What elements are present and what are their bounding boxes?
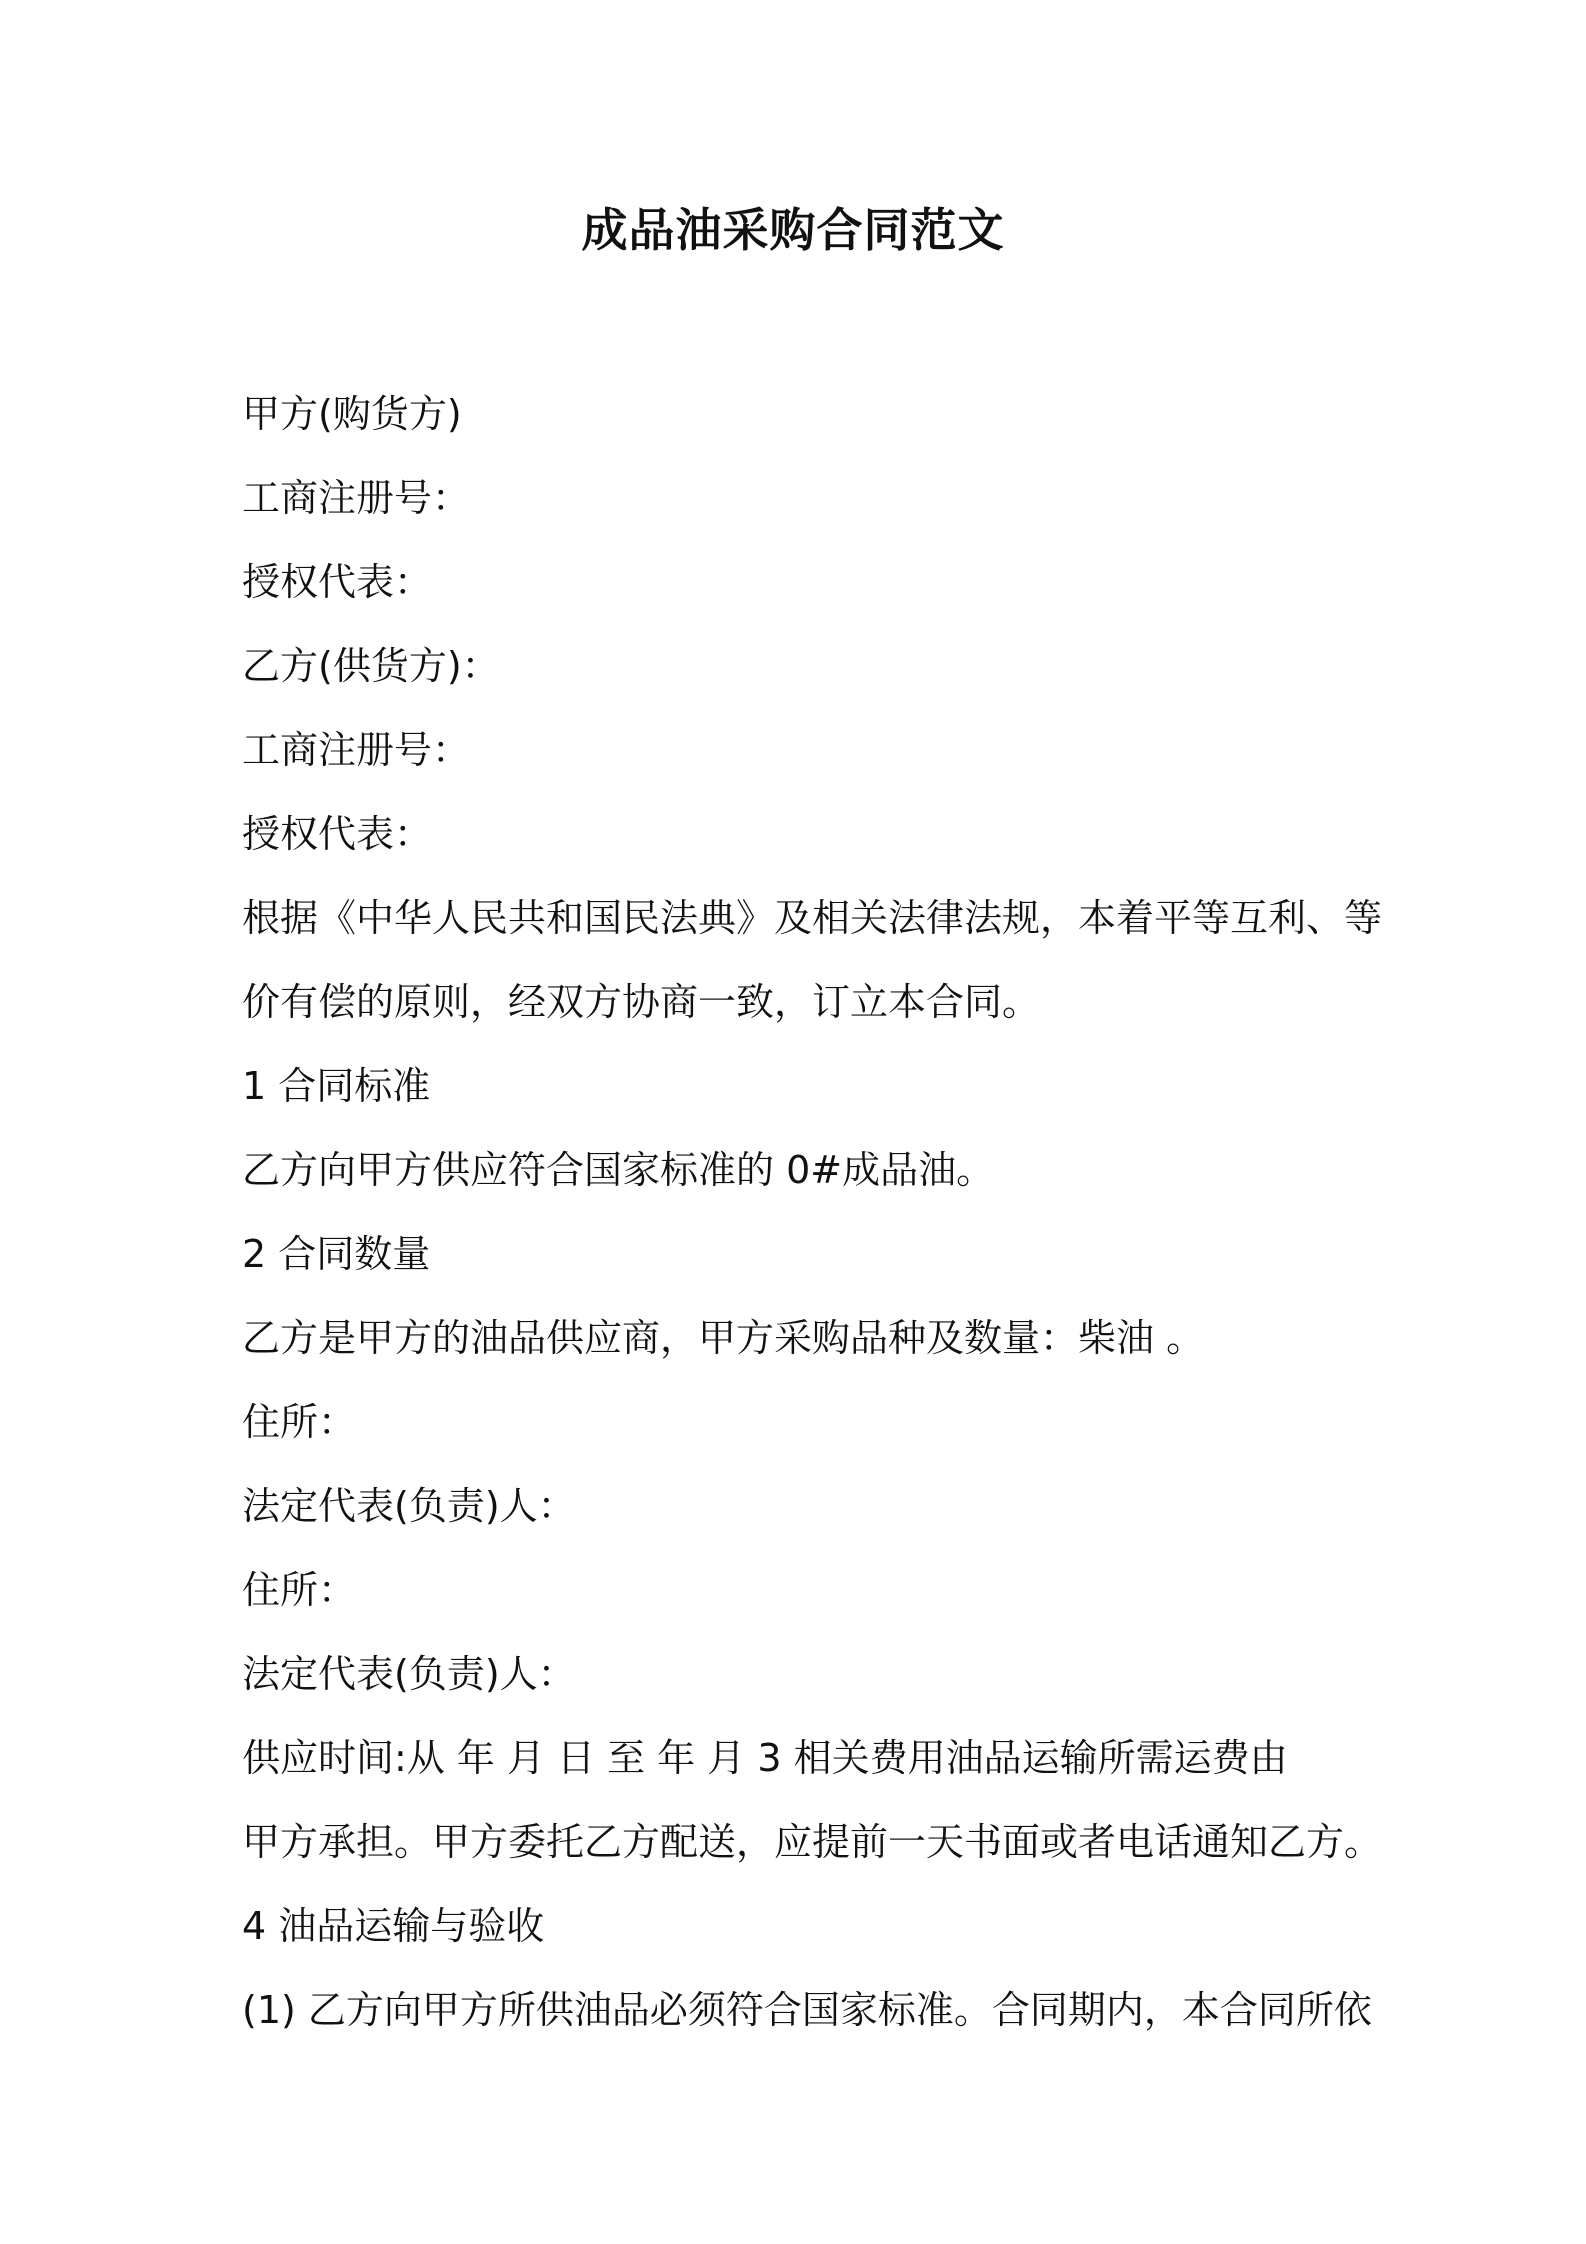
legal-representative-field-2: 法定代表(负责)人：: [242, 1652, 576, 1696]
party-a-authorized-representative: 授权代表：: [242, 560, 433, 604]
section-4-clause-1: (1) 乙方向甲方所供油品必须符合国家标准。合同期内，本合同所依: [242, 1988, 1372, 2032]
party-b-authorized-representative: 授权代表：: [242, 812, 433, 856]
party-a-registration-number: 工商注册号：: [242, 476, 471, 520]
address-field-2: 住所：: [242, 1568, 357, 1612]
freight-cost-line: 甲方承担。甲方委托乙方配送，应提前一天书面或者电话通知乙方。: [242, 1820, 1383, 1864]
preamble-line-1: 根据《中华人民共和国民法典》及相关法律法规，本着平等互利、等: [242, 896, 1383, 940]
party-b-heading: 乙方(供货方)：: [242, 644, 500, 688]
document-body: [242, 372, 1383, 2052]
party-a-heading: 甲方(购货方): [242, 392, 462, 436]
section-4-heading: 4 油品运输与验收: [242, 1904, 545, 1948]
legal-representative-field-1: 法定代表(负责)人：: [242, 1484, 576, 1528]
supply-time-line: 供应时间:从 年 月 日 至 年 月 3 相关费用油品运输所需运费由: [242, 1736, 1288, 1780]
preamble-line-2: 价有偿的原则，经双方协商一致，订立本合同。: [242, 980, 1041, 1024]
section-2-text: 乙方是甲方的油品供应商，甲方采购品种及数量：柴油 。: [242, 1316, 1205, 1360]
section-1-heading: 1 合同标准: [242, 1064, 431, 1108]
section-1-text: 乙方向甲方供应符合国家标准的 0#成品油。: [242, 1148, 995, 1192]
document-title: 成品油采购合同范文: [581, 203, 1005, 257]
section-2-heading: 2 合同数量: [242, 1232, 431, 1276]
address-field-1: 住所：: [242, 1400, 357, 1444]
party-b-registration-number: 工商注册号：: [242, 728, 471, 772]
